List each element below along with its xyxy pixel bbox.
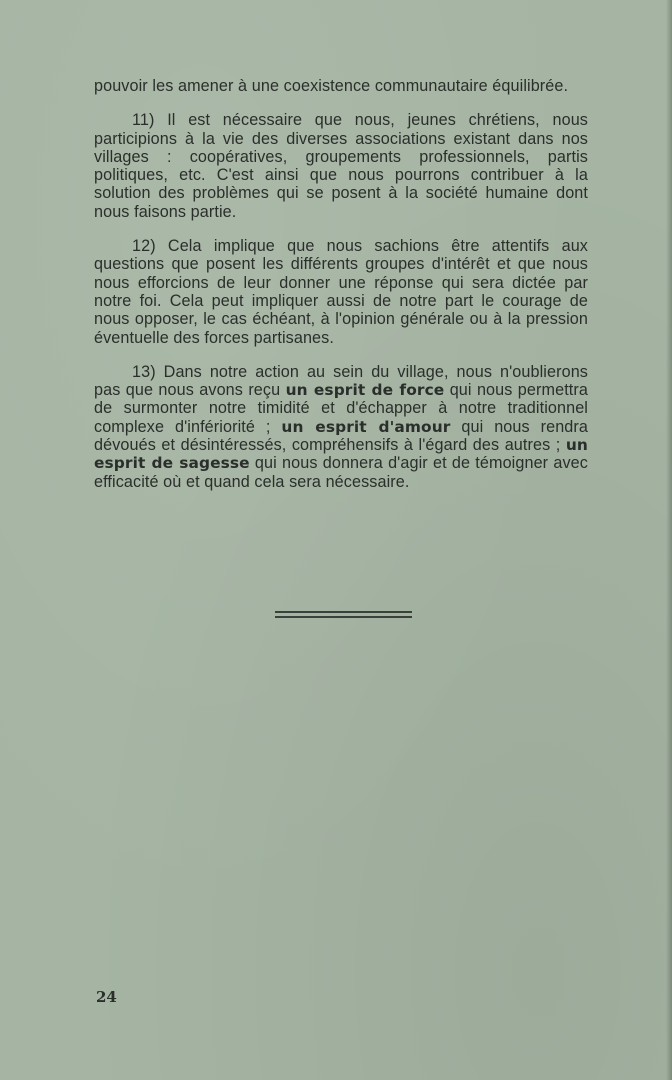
- section-divider-bottom: [275, 616, 412, 618]
- page-number: 24: [96, 988, 117, 1006]
- paragraph-11: [94, 111, 588, 221]
- bold-phrase-amour: un esprit d'amour: [281, 417, 451, 436]
- paragraph-12: [94, 237, 588, 347]
- bold-phrase-force: un esprit de force: [285, 381, 445, 400]
- body-text: [94, 77, 588, 491]
- text-segment: pouvoir les amener à une coexistence communautaire équilibrée.: [94, 77, 569, 95]
- text-segment: 13) Dans notre action au sein du village, nous n'oublierons pas que nous avons reçu: [94, 362, 588, 400]
- section-divider-top: [275, 611, 412, 613]
- page-edge-shadow: [666, 0, 672, 1080]
- text-segment: qui nous rendra dévoués et désintéressés, compréhensifs à l'égard des autres ;: [94, 417, 588, 455]
- paragraph-continuation: [94, 77, 588, 95]
- text-segment: 12) Cela implique que nous sachions être attentifs aux questions que posent les différents groupes d'intérêt et que nous nous efforcions de leur donner une réponse qui sera dictée par notre foi. Cela peut impliquer aussi de notre part le courage de nous opposer, le cas échéant, à l'opinion générale ou à la pression éventuelle des forces partisanes.: [94, 237, 588, 347]
- text-segment: qui nous donnera d'agir et de témoigner avec efficacité où et quand cela sera nécessaire.: [94, 454, 588, 491]
- bold-phrase-sagesse: un esprit de sagesse: [94, 436, 588, 473]
- paragraph-13: [94, 363, 588, 491]
- text-segment: 11) Il est nécessaire que nous, jeunes chrétiens, nous participions à la vie des diverses associations existant dans nos villages : coopératives, groupements professionnels, partis politiques, etc. C'est ainsi que nous pourrons contribuer à la solution des problèmes qui se posent à la société humaine dont nous faisons partie.: [94, 111, 588, 221]
- text-segment: qui nous permettra de surmonter notre timidité et d'échapper à notre traditionnel complexe d'infériorité ;: [94, 381, 588, 436]
